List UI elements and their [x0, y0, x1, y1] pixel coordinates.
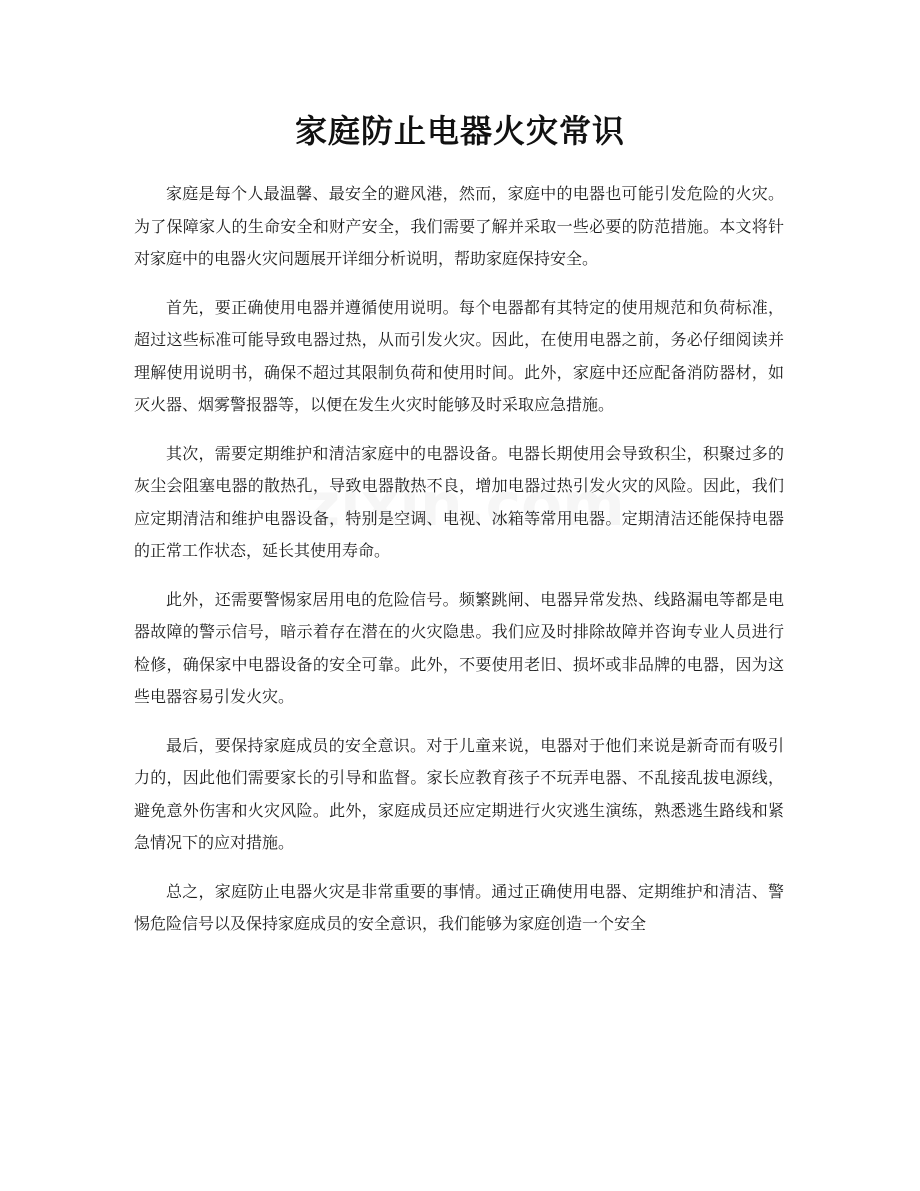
- document-title: 家庭防止电器火灾常识: [294, 112, 625, 150]
- paragraph-4: 此外，还需要警惕家居用电的危险信号。频繁跳闸、电器异常发热、线路漏电等都是电器故障的警示信号，暗示着存在潜在的火灾隐患。我们应及时排除故障并咨询专业人员进行检修，确保家中电器设备的安全可靠。此外，不要使用老旧、损坏或非品牌的电器，因为这些电器容易引发火灾。: [134, 589, 784, 706]
- paragraph-2: 首先，要正确使用电器并遵循使用说明。每个电器都有其特定的使用规范和负荷标准，超过这些标准可能导致电器过热，从而引发火灾。因此，在使用电器之前，务必仔细阅读并理解使用说明书，确保不超过其限制负荷和使用时间。此外，家庭中还应配备消防器材，如灭火器、烟雾警报器等，以便在发生火灾时能够及时采取应急措施。: [134, 297, 784, 414]
- paragraph-1: 家庭是每个人最温馨、最安全的避风港，然而，家庭中的电器也可能引发危险的火灾。为了保障家人的生命安全和财产安全，我们需要了解并采取一些必要的防范措施。本文将针对家庭中的电器火灾问题展开详细分析说明，帮助家庭保持安全。: [134, 184, 784, 268]
- paragraph-3: 其次，需要定期维护和清洁家庭中的电器设备。电器长期使用会导致积尘，积聚过多的灰尘会阻塞电器的散热孔，导致电器散热不良，增加电器过热引发火灾的风险。因此，我们应定期清洁和维护电器设备，特别是空调、电视、冰箱等常用电器。定期清洁还能保持电器的正常工作状态，延长其使用寿命。: [134, 443, 784, 560]
- paragraph-6: 总之，家庭防止电器火灾是非常重要的事情。通过正确使用电器、定期维护和清洁、警惕危险信号以及保持家庭成员的安全意识，我们能够为家庭创造一个安全: [134, 881, 784, 933]
- document-body: [134, 178, 784, 957]
- paragraph-5: 最后，要保持家庭成员的安全意识。对于儿童来说，电器对于他们来说是新奇而有吸引力的，因此他们需要家长的引导和监督。家长应教育孩子不玩弄电器、不乱接乱拔电源线，避免意外伤害和火灾风险。此外，家庭成员还应定期进行火灾逃生演练，熟悉逃生路线和紧急情况下的应对措施。: [134, 735, 784, 852]
